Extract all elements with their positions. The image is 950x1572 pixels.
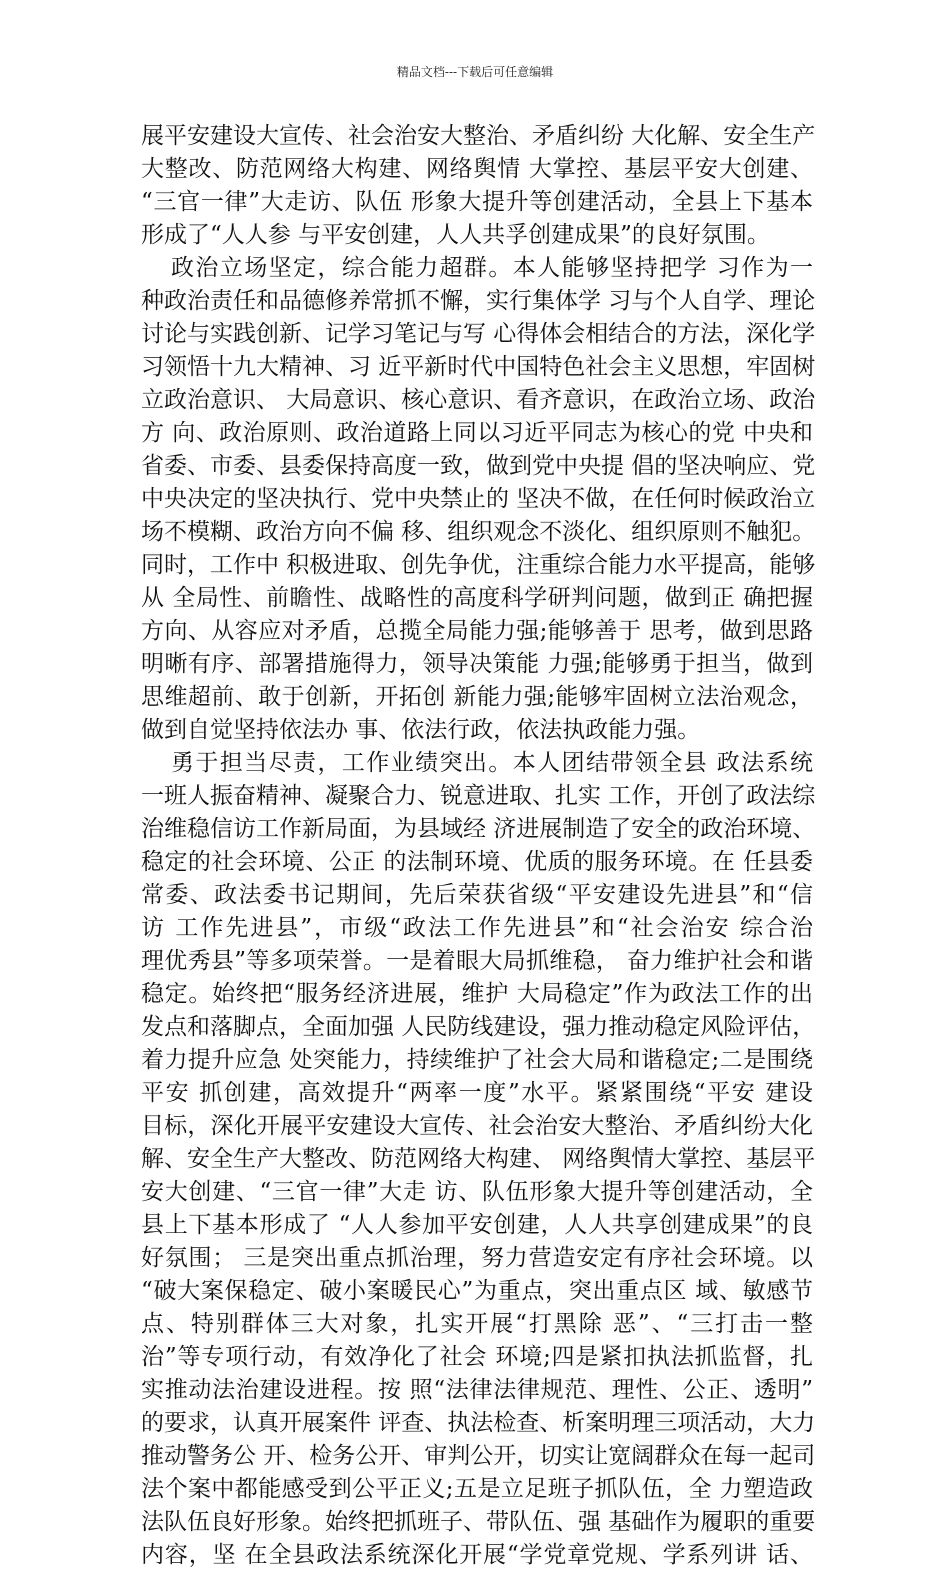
text-line: “破大案保稳定、破小案暖民心”为重点，突出重点区 域、敏感节	[141, 1278, 813, 1304]
text-line: 省委、市委、县委保持高度一致，做到党中央提 倡的坚决响应、党	[141, 453, 816, 479]
document-body	[141, 120, 816, 1572]
page-header: 精品文档---下载后可任意编辑	[396, 65, 554, 79]
text-line: 发点和落脚点，全面加强 人民防线建设，强力推动稳定风险评估，	[141, 1014, 816, 1040]
text-line: 讨论与实践创新、记学习笔记与写 心得体会相结合的方法，深化学	[141, 321, 816, 347]
text-line: 立政治意识、 大局意识、核心意识、看齐意识，在政治立场、政治	[141, 387, 816, 413]
text-line: 勇于担当尽责，工作业绩突出。本人团结带领全县 政法系统	[171, 750, 813, 776]
text-line: 法队伍良好形象。始终把抓班子、带队伍、强 基础作为履职的重要	[141, 1509, 816, 1535]
text-line: 理优秀县”等多项荣誉。一是着眼大局抓维稳， 奋力维护社会和谐	[141, 948, 813, 974]
text-line: 稳定。始终把“服务经济进展，维护 大局稳定”作为政法工作的出	[141, 981, 813, 1007]
text-line: 常委、政法委书记期间，先后荣获省级“平安建设先进县”和“信	[141, 882, 813, 908]
text-line: 目标，深化开展平安建设大宣传、社会治安大整治、矛盾纠纷大化	[141, 1113, 813, 1139]
text-line: 展平安建设大宣传、社会治安大整治、矛盾纠纷 大化解、安全生产	[141, 123, 816, 149]
text-line: 治维稳信访工作新局面，为县域经 济进展制造了安全的政治环境、	[141, 816, 816, 842]
text-line: 好氛围； 三是突出重点抓治理，努力营造安定有序社会环境。以	[141, 1245, 813, 1271]
text-line: 同时，工作中 积极进取、创先争优，注重综合能力水平提高，能够	[141, 552, 816, 578]
text-line: 思维超前、敢于创新，开拓创 新能力强;能够牢固树立法治观念，	[141, 684, 813, 710]
text-line: 场不模糊、政治方向不偏 移、组织观念不淡化、组织原则不触犯。	[141, 519, 816, 545]
text-line: 种政治责任和品德修养常抓不懈，实行集体学 习与个人自学、理论	[141, 288, 816, 314]
text-line: 的要求，认真开展案件 评查、执法检查、析案明理三项活动，大力	[141, 1410, 816, 1436]
text-line: 实推动法治建设进程。按 照“法律法律规范、理性、公正、透明”	[141, 1377, 813, 1403]
text-line: 推动警务公 开、检务公开、审判公开，切实让宽阔群众在每一起司	[141, 1443, 816, 1469]
text-line: 从 全局性、前瞻性、战略性的高度科学研判问题，做到正 确把握	[141, 585, 813, 611]
text-line: 治”等专项行动，有效净化了社会 环境;四是紧扣执法抓监督，扎	[141, 1344, 813, 1370]
text-line: 平安 抓创建，高效提升“两率一度”水平。紧紧围绕“平安 建设	[141, 1080, 813, 1106]
text-line: 方 向、政治原则、政治道路上同以习近平同志为核心的党 中央和	[141, 420, 813, 446]
text-line: 中央决定的坚决执行、党中央禁止的 坚决不做，在任何时候政治立	[141, 486, 816, 512]
text-line: 政治立场坚定，综合能力超群。本人能够坚持把学 习作为一	[171, 255, 813, 281]
text-line: 方向、从容应对矛盾，总揽全局能力强;能够善于 思考，做到思路	[141, 618, 813, 644]
text-line: 访 工作先进县”，市级“政法工作先进县”和“社会治安 综合治	[141, 915, 813, 941]
text-line: 安大创建、“三官一律”大走 访、队伍形象大提升等创建活动，全	[141, 1179, 813, 1205]
text-line: 大整改、防范网络大构建、网络舆情 大掌控、基层平安大创建、	[141, 156, 813, 182]
text-line: 习领悟十九大精神、习 近平新时代中国特色社会主义思想，牢固树	[141, 354, 816, 380]
text-line: 解、安全生产大整改、防范网络大构建、 网络舆情大掌控、基层平	[141, 1146, 816, 1172]
text-line: 着力提升应急 处突能力，持续维护了社会大局和谐稳定;二是围绕	[141, 1047, 813, 1073]
text-line: 稳定的社会环境、公正 的法制环境、优质的服务环境。在 任县委	[141, 849, 813, 875]
text-line: 点、特别群体三大对象，扎实开展“打黑除 恶”、“三打击一整	[141, 1311, 813, 1337]
text-line: 形成了“人人参 与平安创建，人人共孚创建成果”的良好氛围。	[141, 222, 770, 248]
text-line: 做到自觉坚持依法办 事、依法行政，依法执政能力强。	[141, 717, 701, 743]
text-line: “三官一律”大走访、队伍 形象大提升等创建活动，全县上下基本	[141, 189, 813, 215]
text-line: 明晰有序、部署措施得力，领导决策能 力强;能够勇于担当，做到	[141, 651, 813, 677]
text-line: 一班人振奋精神、凝聚合力、锐意进取、扎实 工作，开创了政法综	[141, 783, 816, 809]
text-line: 内容，坚 在全县政法系统深化开展“学党章党规、学系列讲 话、	[141, 1542, 813, 1568]
text-line: 法个案中都能感受到公平正义;五是立足班子抓队伍，全 力塑造政	[141, 1476, 813, 1502]
text-line: 县上下基本形成了 “人人参加平安创建，人人共享创建成果”的良	[141, 1212, 813, 1238]
